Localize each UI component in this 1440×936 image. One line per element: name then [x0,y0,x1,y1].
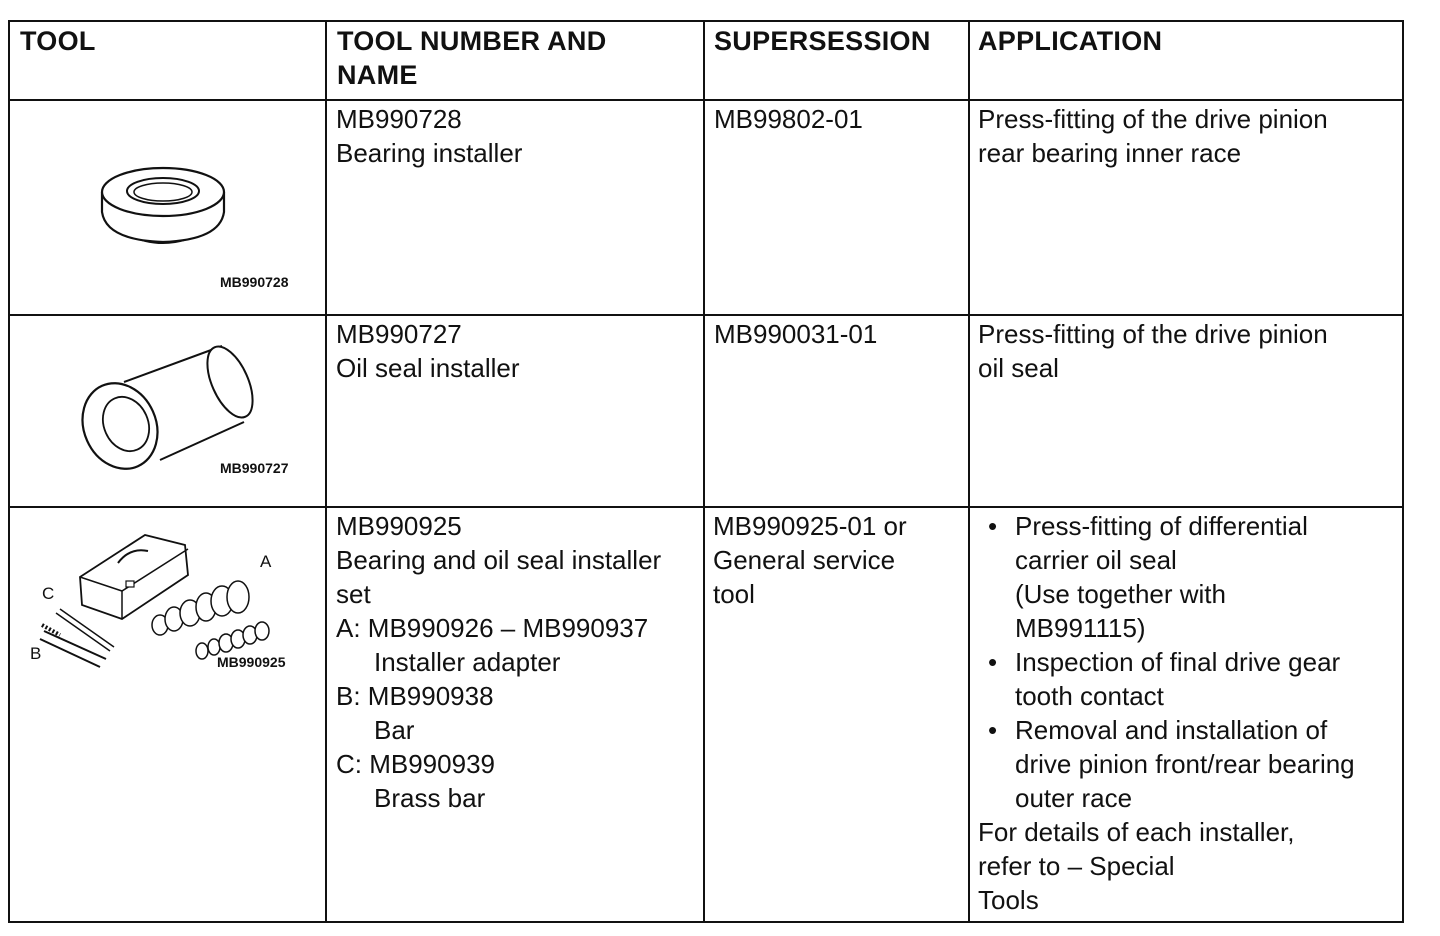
bullet-icon: • [988,715,998,745]
bullet-item [978,645,1355,713]
note-line: For details of each installer, [978,817,1295,847]
supersession-cell: MB990031-01 [714,319,878,349]
header-tool: TOOL [20,26,96,56]
row-divider [10,99,1402,101]
bullet-line: carrier oil seal [1015,545,1177,575]
supersession-cell: MB99802-01 [714,104,863,134]
header-tool-number [337,24,607,92]
column-divider [968,22,970,921]
header-tool-number-line1: TOOL NUMBER AND [337,26,607,56]
tool-number: MB990727 [336,319,462,349]
oil-seal-installer-illustration [72,340,254,472]
tool-name: Bearing and oil seal installer [336,545,662,575]
supersession-line: tool [713,579,755,609]
part-line: C: MB990939 [336,749,495,779]
application-cell [978,509,1355,917]
bullet-line: Inspection of final drive gear [1015,647,1341,677]
part-label-a: A [260,552,272,571]
supersession-line: General service [713,545,896,575]
header-tool-number-line2: NAME [337,60,418,90]
application-line: Press-fitting of the drive pinion [978,104,1328,134]
tool-caption: MB990728 [220,274,289,290]
tool-caption: MB990925 [217,654,286,670]
tool-number: MB990728 [336,104,462,134]
part-label-c: C [42,584,55,603]
tool-number-cell [336,509,661,815]
note-line: Tools [978,885,1039,915]
application-line: rear bearing inner race [978,138,1242,168]
bullet-line: MB991115) [1015,613,1146,643]
supersession-line: MB990925-01 or [713,511,907,541]
tool-name: Oil seal installer [336,353,520,383]
part-sub: Installer adapter [374,647,561,677]
row-divider [10,506,1402,508]
bullet-line: outer race [1015,783,1133,813]
installer-set-illustration [30,527,280,672]
bullet-item [978,713,1355,815]
column-divider [703,22,705,921]
header-application: APPLICATION [978,26,1163,56]
part-line: A: MB990926 – MB990937 [336,613,649,643]
part-sub: Bar [374,715,415,745]
part-line: B: MB990938 [336,681,494,711]
row-divider [10,314,1402,316]
application-cell [978,102,1328,170]
tool-caption: MB990727 [220,460,289,476]
bullet-icon: • [988,511,998,541]
bullet-line: (Use together with [1015,579,1226,609]
application-cell [978,317,1328,385]
part-sub: Brass bar [374,783,486,813]
tool-name: Bearing installer [336,138,523,168]
column-divider [325,22,327,921]
bullet-item [978,509,1355,645]
bullet-icon: • [988,647,998,677]
tool-number-cell [336,102,522,170]
bearing-installer-illustration [98,162,228,252]
special-tools-table [8,20,1404,923]
bullet-line: Removal and installation of [1015,715,1328,745]
tool-name: set [336,579,371,609]
tool-number: MB990925 [336,511,462,541]
tool-number-cell [336,317,520,385]
bullet-line: tooth contact [1015,681,1164,711]
part-label-b: B [30,644,42,663]
application-line: Press-fitting of the drive pinion [978,319,1328,349]
bullet-line: Press-fitting of differential [1015,511,1308,541]
header-supersession: SUPERSESSION [714,26,931,56]
bullet-line: drive pinion front/rear bearing [1015,749,1355,779]
application-line: oil seal [978,353,1059,383]
note-line: refer to – Special [978,851,1175,881]
supersession-cell [713,509,907,611]
